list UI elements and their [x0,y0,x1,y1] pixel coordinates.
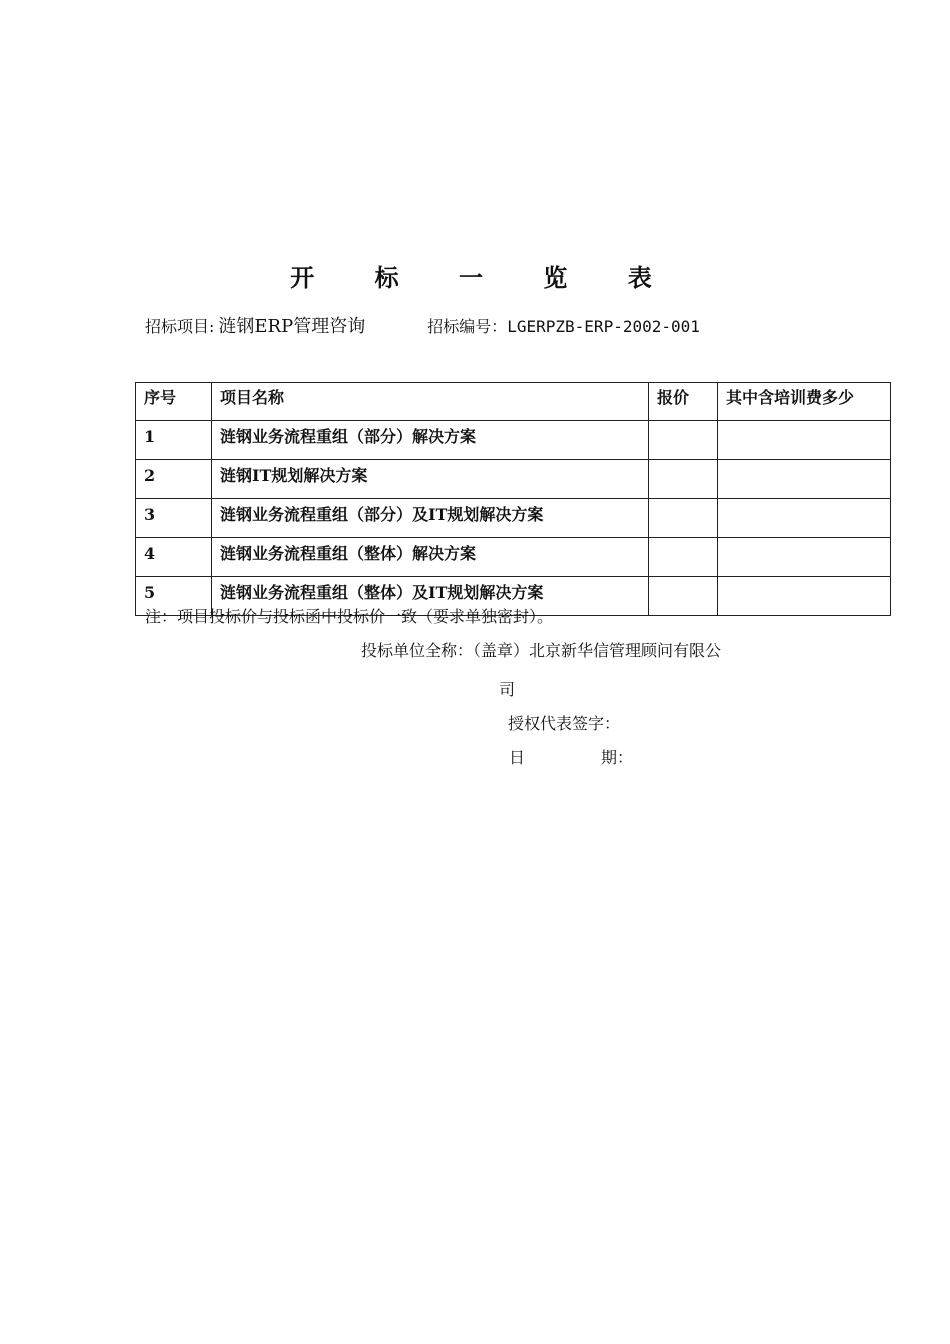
price-note: 注：项目投标价与投标函中投标价一致（要求单独密封）。 [145,607,554,626]
date-label-second: 期： [601,748,634,767]
row-training-fee [718,460,891,499]
row-no: 1 [136,421,212,460]
header-no: 序号 [136,383,212,421]
row-price [649,538,718,577]
bidder-label: 投标单位全称： [361,641,474,660]
row-item-name: 涟钢业务流程重组（整体）及IT规划解决方案 [212,577,649,616]
row-training-fee [718,577,891,616]
bidder-name: （盖章）北京新华信管理顾问有限公 [473,641,722,660]
bidder-name-wrap: 司 [499,680,516,699]
date-label-first: 日 [509,748,526,767]
bid-summary-table [135,382,891,616]
row-no: 4 [136,538,212,577]
table-row [136,538,891,577]
row-price [649,460,718,499]
row-no: 2 [136,460,212,499]
signature-label: 授权代表签字： [508,714,621,733]
date-line [509,745,633,768]
row-training-fee [718,538,891,577]
table-row [136,421,891,460]
table-row [136,460,891,499]
header-item-name: 项目名称 [212,383,649,421]
header-price: 报价 [649,383,718,421]
project-name: 涟钢ERP管理咨询 [218,316,366,337]
row-item-name: 涟钢IT规划解决方案 [212,460,649,499]
bid-number: LGERPZB-ERP-2002-001 [507,317,700,336]
row-no: 3 [136,499,212,538]
row-training-fee [718,499,891,538]
row-price [649,499,718,538]
row-price [649,577,718,616]
row-item-name: 涟钢业务流程重组（部分）及IT规划解决方案 [212,499,649,538]
header-training-fee: 其中含培训费多少 [718,383,891,421]
row-item-name: 涟钢业务流程重组（整体）解决方案 [212,538,649,577]
bid-meta-line [145,312,700,338]
row-training-fee [718,421,891,460]
project-label: 招标项目: [145,317,215,336]
table-row [136,499,891,538]
row-item-name: 涟钢业务流程重组（部分）解决方案 [212,421,649,460]
row-price [649,421,718,460]
bidder-full-name [361,638,721,661]
bid-number-label: 招标编号： [427,317,508,336]
row-no: 5 [136,577,212,616]
table-header-row [136,383,891,421]
document-title: 开 标 一 览 表 [290,263,678,292]
